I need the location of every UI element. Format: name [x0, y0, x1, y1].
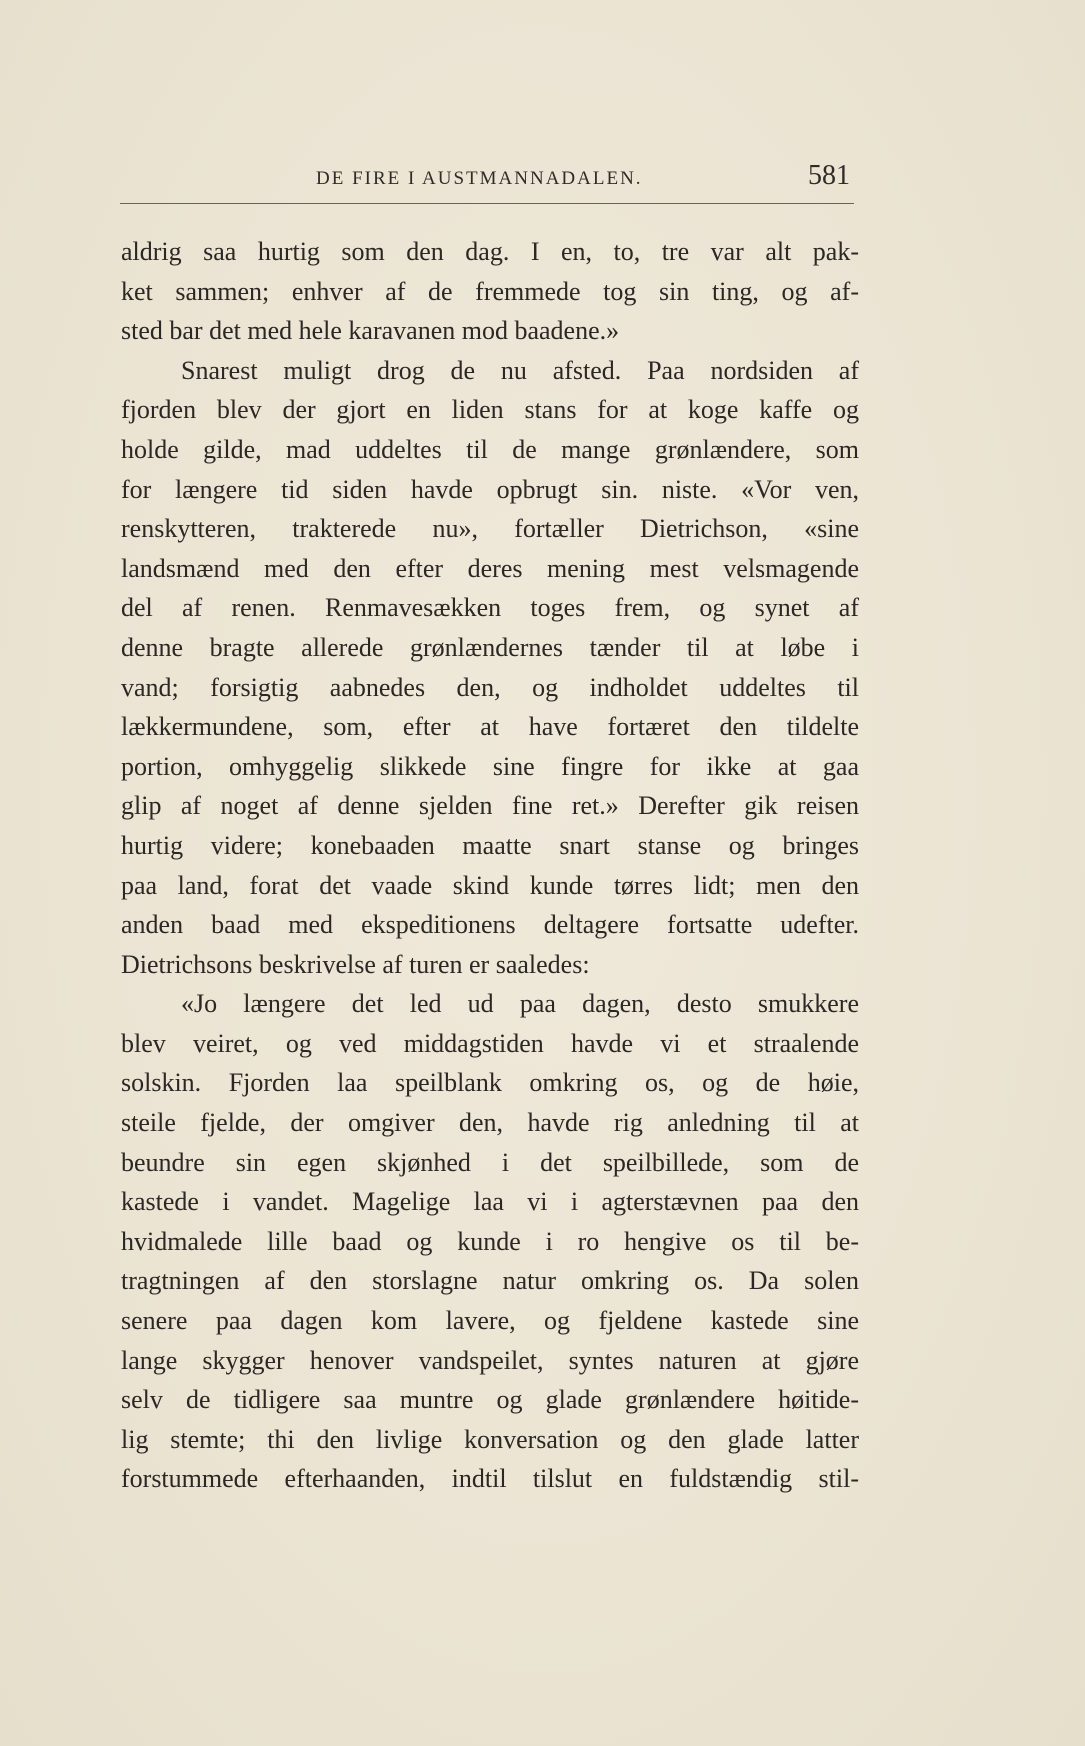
text-line: hurtig videre; konebaaden maatte snart stanse og bringes: [121, 830, 859, 860]
text-line: lange skygger henover vandspeilet, syntes naturen at gjøre: [121, 1345, 859, 1375]
text-line: Dietrichsons beskrivelse af turen er saaledes:: [121, 949, 590, 979]
running-title: DE FIRE I AUSTMANNADALEN.: [316, 168, 643, 189]
text-line: anden baad med ekspeditionens deltagere fortsatte udefter.: [121, 910, 859, 940]
text-line: holde gilde, mad uddeltes til de mange grønlændere, som: [121, 434, 859, 464]
text-line: steile fjelde, der omgiver den, havde rig anledning til at: [121, 1108, 859, 1138]
text-line: lækkermundene, som, efter at have fortæret den tildelte: [121, 712, 859, 742]
text-line: vand; forsigtig aabnedes den, og indholdet uddeltes til: [121, 672, 859, 702]
text-line: tragtningen af den storslagne natur omkring os. Da solen: [121, 1266, 859, 1296]
text-line: landsmænd med den efter deres mening mest velsmagende: [121, 553, 859, 583]
text-line: portion, omhyggelig slikkede sine fingre for ikke at gaa: [121, 751, 859, 781]
page-header: [120, 158, 854, 204]
body-text: [121, 232, 859, 1499]
page-number: 581: [808, 160, 850, 191]
text-line: solskin. Fjorden laa speilblank omkring os, og de høie,: [121, 1068, 859, 1098]
text-line: fjorden blev der gjort en liden stans for at koge kaffe og: [121, 395, 859, 425]
text-line: selv de tidligere saa muntre og glade grønlændere høitide-: [121, 1385, 859, 1415]
text-line: forstummede efterhaanden, indtil tilslut en fuldstændig stil-: [121, 1464, 859, 1494]
text-line: for længere tid siden havde opbrugt sin. niste. «Vor ven,: [121, 474, 859, 504]
text-line: kastede i vandet. Magelige laa vi i agterstævnen paa den: [121, 1187, 859, 1217]
text-line: blev veiret, og ved middagstiden havde vi et straalende: [121, 1028, 859, 1058]
text-line: beundre sin egen skjønhed i det speilbillede, som de: [121, 1147, 859, 1177]
text-line: «Jo længere det led ud paa dagen, desto smukkere: [181, 989, 859, 1019]
text-line: lig stemte; thi den livlige konversation og den glade latter: [121, 1424, 859, 1454]
text-line: denne bragte allerede grønlændernes tænder til at løbe i: [121, 632, 859, 662]
text-line: aldrig saa hurtig som den dag. I en, to, tre var alt pak-: [121, 237, 859, 266]
header-rule: [120, 203, 854, 204]
text-line: del af renen. Renmavesækken toges frem, og synet af: [121, 593, 859, 623]
text-line: sted bar det med hele karavanen mod baadene.»: [121, 316, 620, 346]
text-line: hvidmalede lille baad og kunde i ro hengive os til be-: [121, 1226, 859, 1256]
text-line: Snarest muligt drog de nu afsted. Paa nordsiden af: [181, 355, 859, 385]
text-line: renskytteren, trakterede nu», fortæller Dietrichson, «sine: [121, 514, 859, 544]
text-line: paa land, forat det vaade skind kunde tørres lidt; men den: [121, 870, 859, 900]
text-line: glip af noget af denne sjelden fine ret.» Derefter gik reisen: [121, 791, 859, 821]
text-line: senere paa dagen kom lavere, og fjeldene kastede sine: [121, 1306, 859, 1336]
text-line: ket sammen; enhver af de fremmede tog sin ting, og af-: [121, 276, 859, 306]
